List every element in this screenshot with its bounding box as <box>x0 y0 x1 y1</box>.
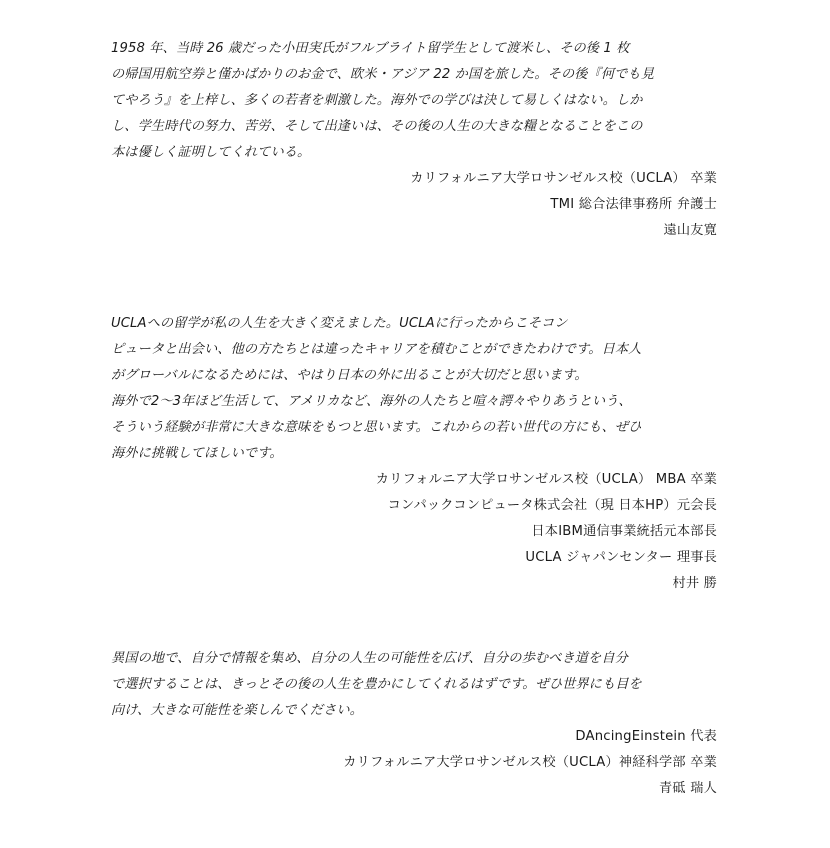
signature-affiliation: カリフォルニア大学ロサンゼルス校（UCLA） 卒業 <box>410 171 717 186</box>
body-line: UCLAへの留学が私の人生を大きく変えました。UCLAに行ったからこそコン <box>111 316 568 331</box>
testimonial-body <box>111 36 717 166</box>
testimonial-body <box>111 311 717 467</box>
signature-title: 日本IBM通信事業統括元本部長 <box>531 524 717 539</box>
body-line: そういう経験が非常に大きな意味をもつと思います。これからの若い世代の方にも、ぜひ <box>111 420 642 435</box>
body-line: 1958 年、当時 26 歳だった小田実氏がフルブライト留学生として渡米し、その後 1 枚 <box>111 41 630 56</box>
signature-block <box>111 724 717 802</box>
testimonial-murai <box>111 311 717 597</box>
body-line: 向け、大きな可能性を楽しんでください。 <box>111 703 363 718</box>
signature-name: 遠山友寛 <box>663 223 717 238</box>
body-line: で選択することは、きっとその後の人生を豊かにしてくれるはずです。ぜひ世界にも目を <box>111 677 642 692</box>
signature-affiliation: カリフォルニア大学ロサンゼルス校（UCLA）神経科学部 卒業 <box>343 755 717 770</box>
body-line: 海外で2〜3年ほど生活して、アメリカなど、海外の人たちと喧々諤々やりあうという、 <box>111 394 632 409</box>
body-line: てやろう』を上梓し、多くの若者を刺激した。海外での学びは決して易しくはない。しか <box>111 93 643 108</box>
body-line: し、学生時代の努力、苦労、そして出逢いは、その後の人生の大きな糧となることをこの <box>111 119 643 134</box>
signature-affiliation: カリフォルニア大学ロサンゼルス校（UCLA） MBA 卒業 <box>375 472 717 487</box>
signature-block <box>111 166 717 244</box>
testimonial-aoto <box>111 646 717 802</box>
signature-title: DAncingEinstein 代表 <box>575 729 717 744</box>
signature-title: UCLA ジャパンセンター 理事長 <box>525 550 717 565</box>
body-line: 本は優しく証明してくれている。 <box>111 145 311 160</box>
body-line: ピュータと出会い、他の方たちとは違ったキャリアを積むことができたわけです。日本人 <box>111 342 642 357</box>
body-line: の帰国用航空券と僅かばかりのお金で、欧米・アジア 22 か国を旅した。その後『何でも見 <box>111 67 654 82</box>
testimonial-body <box>111 646 717 724</box>
body-line: がグローバルになるためには、やはり日本の外に出ることが大切だと思います。 <box>111 368 588 383</box>
signature-title: コンパックコンピュータ株式会社（現 日本HP）元会長 <box>387 498 717 513</box>
signature-name: 村井 勝 <box>672 576 717 591</box>
body-line: 海外に挑戦してほしいです。 <box>111 446 283 461</box>
signature-block <box>111 467 717 597</box>
signature-name: 青砥 瑞人 <box>659 781 717 796</box>
body-line: 異国の地で、自分で情報を集め、自分の人生の可能性を広げ、自分の歩むべき道を自分 <box>111 651 628 666</box>
testimonial-toyama <box>111 36 717 244</box>
signature-title: TMI 総合法律事務所 弁護士 <box>550 197 717 212</box>
